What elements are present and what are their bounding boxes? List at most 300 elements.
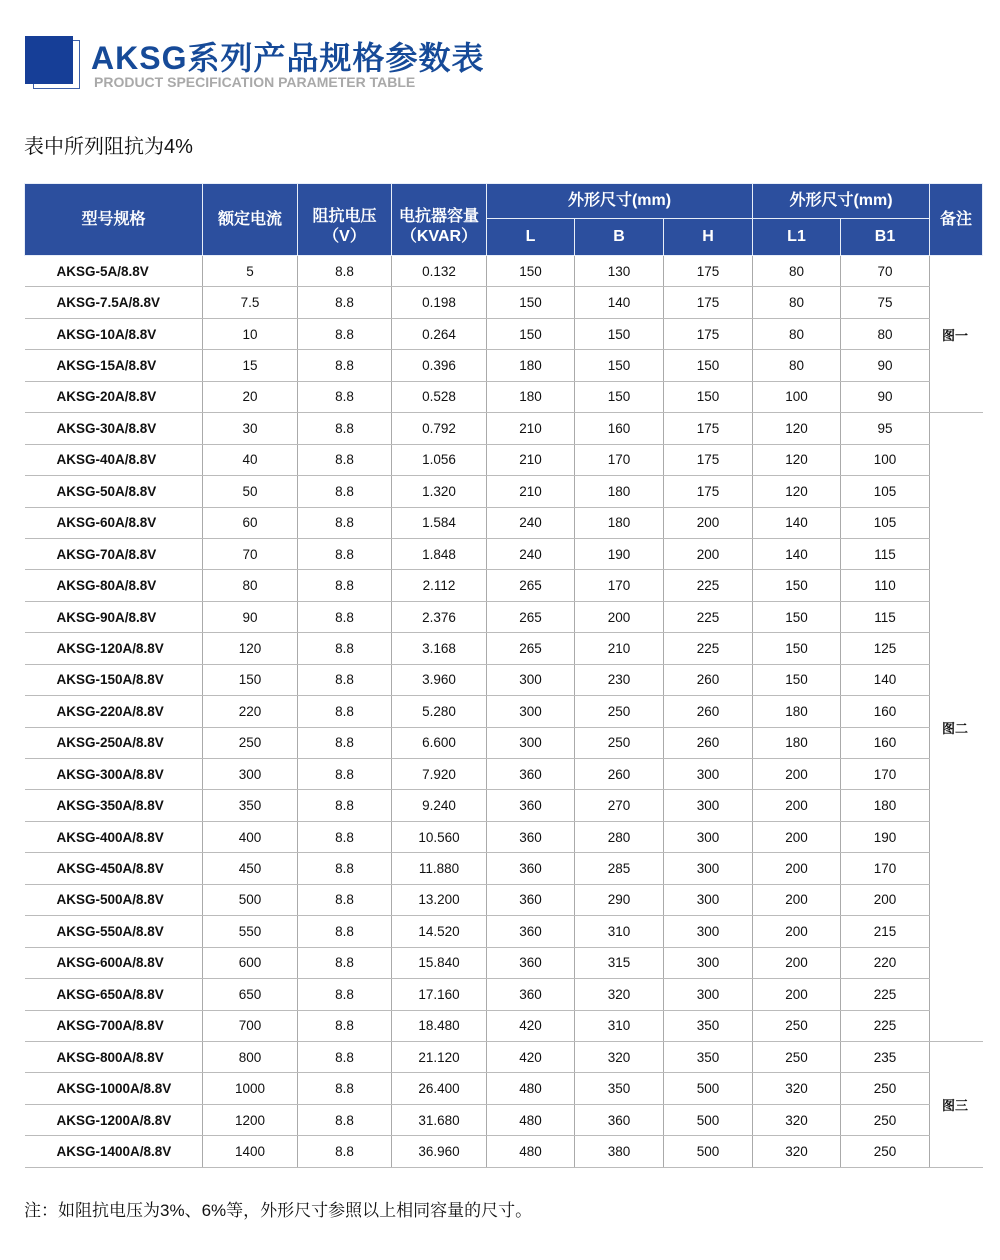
cell-L: 360: [487, 821, 575, 852]
cell-B: 140: [575, 287, 664, 318]
cell-voltage: 8.8: [298, 256, 392, 287]
cell-B1: 170: [841, 853, 930, 884]
table-row: [25, 979, 983, 1010]
cell-B: 210: [575, 633, 664, 664]
cell-model: AKSG-60A/8.8V: [25, 507, 203, 538]
cell-B: 150: [575, 381, 664, 412]
cell-L: 265: [487, 601, 575, 632]
cell-B1: 180: [841, 790, 930, 821]
cell-B: 315: [575, 947, 664, 978]
cell-B1: 200: [841, 884, 930, 915]
cell-L1: 200: [753, 979, 841, 1010]
cell-B: 285: [575, 853, 664, 884]
cell-B1: 125: [841, 633, 930, 664]
cell-voltage: 8.8: [298, 570, 392, 601]
cell-voltage: 8.8: [298, 318, 392, 349]
cell-B1: 250: [841, 1104, 930, 1135]
cell-B1: 225: [841, 979, 930, 1010]
cell-current: 220: [203, 696, 298, 727]
cell-capacity: 3.168: [392, 633, 487, 664]
cell-capacity: 31.680: [392, 1104, 487, 1135]
cell-voltage: 8.8: [298, 884, 392, 915]
cell-B1: 250: [841, 1073, 930, 1104]
cell-model: AKSG-450A/8.8V: [25, 853, 203, 884]
cell-current: 80: [203, 570, 298, 601]
cell-voltage: 8.8: [298, 790, 392, 821]
cell-B1: 90: [841, 381, 930, 412]
cell-capacity: 6.600: [392, 727, 487, 758]
cell-H: 225: [664, 601, 753, 632]
table-row: [25, 884, 983, 915]
cell-capacity: 0.528: [392, 381, 487, 412]
cell-voltage: 8.8: [298, 1136, 392, 1167]
cell-H: 500: [664, 1136, 753, 1167]
cell-L: 265: [487, 633, 575, 664]
cell-L1: 200: [753, 947, 841, 978]
header-capacity: [392, 184, 487, 256]
cell-L1: 200: [753, 853, 841, 884]
cell-B1: 75: [841, 287, 930, 318]
header-L1: L1: [753, 219, 841, 256]
cell-current: 7.5: [203, 287, 298, 318]
cell-L: 240: [487, 507, 575, 538]
cell-B1: 110: [841, 570, 930, 601]
cell-model: AKSG-30A/8.8V: [25, 413, 203, 444]
cell-H: 150: [664, 350, 753, 381]
cell-L: 150: [487, 287, 575, 318]
cell-L: 360: [487, 884, 575, 915]
table-row: [25, 413, 983, 444]
cell-L1: 250: [753, 1041, 841, 1072]
cell-B1: 95: [841, 413, 930, 444]
cell-capacity: 21.120: [392, 1041, 487, 1072]
cell-capacity: 36.960: [392, 1136, 487, 1167]
cell-model: AKSG-350A/8.8V: [25, 790, 203, 821]
cell-H: 260: [664, 696, 753, 727]
cell-capacity: 1.056: [392, 444, 487, 475]
cell-B: 190: [575, 538, 664, 569]
cell-voltage: 8.8: [298, 947, 392, 978]
page-title: AKSG系列产品规格参数表: [91, 40, 485, 76]
cell-B1: 80: [841, 318, 930, 349]
cell-B1: 225: [841, 1010, 930, 1041]
cell-model: AKSG-400A/8.8V: [25, 821, 203, 852]
cell-H: 300: [664, 759, 753, 790]
cell-L1: 80: [753, 256, 841, 287]
cell-capacity: 11.880: [392, 853, 487, 884]
cell-capacity: 15.840: [392, 947, 487, 978]
cell-capacity: 7.920: [392, 759, 487, 790]
cell-current: 40: [203, 444, 298, 475]
cell-voltage: 8.8: [298, 601, 392, 632]
header-capacity-unit: （KVAR）: [400, 227, 478, 245]
cell-voltage: 8.8: [298, 759, 392, 790]
cell-L: 420: [487, 1041, 575, 1072]
cell-model: AKSG-5A/8.8V: [25, 256, 203, 287]
cell-model: AKSG-1400A/8.8V: [25, 1136, 203, 1167]
cell-B: 260: [575, 759, 664, 790]
cell-H: 350: [664, 1010, 753, 1041]
cell-B1: 160: [841, 696, 930, 727]
header-voltage: [298, 184, 392, 256]
cell-L: 265: [487, 570, 575, 601]
cell-capacity: 1.320: [392, 476, 487, 507]
cell-H: 500: [664, 1104, 753, 1135]
table-row: [25, 633, 983, 664]
cell-L: 300: [487, 664, 575, 695]
cell-current: 350: [203, 790, 298, 821]
table-row: [25, 947, 983, 978]
cell-H: 200: [664, 538, 753, 569]
cell-B1: 190: [841, 821, 930, 852]
cell-capacity: 1.584: [392, 507, 487, 538]
cell-model: AKSG-550A/8.8V: [25, 916, 203, 947]
cell-current: 50: [203, 476, 298, 507]
cell-current: 60: [203, 507, 298, 538]
cell-L1: 140: [753, 507, 841, 538]
table-row: [25, 381, 983, 412]
header-current: 额定电流: [203, 184, 298, 256]
table-row: [25, 916, 983, 947]
header-voltage-unit: （V）: [323, 227, 366, 245]
header-B: B: [575, 219, 664, 256]
header-dimensions: 外形尺寸(mm): [487, 184, 753, 219]
cell-L1: 120: [753, 413, 841, 444]
table-row: [25, 696, 983, 727]
cell-L: 480: [487, 1104, 575, 1135]
cell-H: 300: [664, 916, 753, 947]
cell-capacity: 0.132: [392, 256, 487, 287]
cell-B1: 105: [841, 476, 930, 507]
cell-B: 320: [575, 1041, 664, 1072]
table-row: [25, 1010, 983, 1041]
cell-B1: 220: [841, 947, 930, 978]
table-row: [25, 790, 983, 821]
cell-current: 10: [203, 318, 298, 349]
cell-model: AKSG-10A/8.8V: [25, 318, 203, 349]
cell-current: 5: [203, 256, 298, 287]
table-body: [25, 256, 983, 1168]
cell-H: 225: [664, 633, 753, 664]
cell-H: 175: [664, 413, 753, 444]
cell-current: 700: [203, 1010, 298, 1041]
cell-L: 210: [487, 413, 575, 444]
cell-H: 260: [664, 727, 753, 758]
cell-capacity: 0.396: [392, 350, 487, 381]
cell-B: 320: [575, 979, 664, 1010]
cell-L: 420: [487, 1010, 575, 1041]
cell-model: AKSG-15A/8.8V: [25, 350, 203, 381]
cell-B: 180: [575, 507, 664, 538]
table-row: [25, 476, 983, 507]
footer-note: 注：如阻抗电压为3%、6%等，外形尺寸参照以上相同容量的尺寸。: [24, 1201, 533, 1220]
impedance-note: 表中所列阻抗为4%: [24, 136, 193, 158]
cell-H: 200: [664, 507, 753, 538]
table-row: [25, 1073, 983, 1104]
cell-model: AKSG-70A/8.8V: [25, 538, 203, 569]
cell-L: 300: [487, 696, 575, 727]
cell-model: AKSG-120A/8.8V: [25, 633, 203, 664]
cell-L1: 80: [753, 350, 841, 381]
header-B1: B1: [841, 219, 930, 256]
cell-B: 290: [575, 884, 664, 915]
cell-model: AKSG-90A/8.8V: [25, 601, 203, 632]
cell-model: AKSG-650A/8.8V: [25, 979, 203, 1010]
cell-voltage: 8.8: [298, 507, 392, 538]
cell-B: 270: [575, 790, 664, 821]
cell-capacity: 13.200: [392, 884, 487, 915]
cell-remark: 图二: [930, 413, 983, 1042]
cell-model: AKSG-700A/8.8V: [25, 1010, 203, 1041]
cell-H: 175: [664, 476, 753, 507]
cell-capacity: 14.520: [392, 916, 487, 947]
cell-L: 360: [487, 790, 575, 821]
cell-H: 175: [664, 256, 753, 287]
header-model: 型号规格: [25, 184, 203, 256]
cell-B: 250: [575, 696, 664, 727]
cell-B: 380: [575, 1136, 664, 1167]
cell-B1: 90: [841, 350, 930, 381]
cell-current: 300: [203, 759, 298, 790]
cell-voltage: 8.8: [298, 979, 392, 1010]
cell-model: AKSG-220A/8.8V: [25, 696, 203, 727]
cell-model: AKSG-50A/8.8V: [25, 476, 203, 507]
cell-L: 360: [487, 759, 575, 790]
cell-current: 250: [203, 727, 298, 758]
cell-current: 150: [203, 664, 298, 695]
header-remark: 备注: [930, 184, 983, 256]
table-row: [25, 759, 983, 790]
table-row: [25, 570, 983, 601]
cell-current: 70: [203, 538, 298, 569]
cell-L: 360: [487, 979, 575, 1010]
cell-voltage: 8.8: [298, 444, 392, 475]
cell-L1: 200: [753, 821, 841, 852]
cell-L1: 150: [753, 570, 841, 601]
cell-B1: 170: [841, 759, 930, 790]
cell-model: AKSG-40A/8.8V: [25, 444, 203, 475]
cell-B: 170: [575, 570, 664, 601]
cell-L1: 150: [753, 633, 841, 664]
table-row: [25, 1104, 983, 1135]
table-row: [25, 507, 983, 538]
cell-H: 300: [664, 947, 753, 978]
cell-B: 230: [575, 664, 664, 695]
header-L: L: [487, 219, 575, 256]
cell-B: 310: [575, 916, 664, 947]
header-capacity-label: 电抗器容量: [398, 207, 479, 225]
cell-H: 175: [664, 444, 753, 475]
cell-voltage: 8.8: [298, 350, 392, 381]
cell-L1: 80: [753, 287, 841, 318]
cell-current: 20: [203, 381, 298, 412]
cell-B1: 140: [841, 664, 930, 695]
cell-L1: 100: [753, 381, 841, 412]
cell-B1: 115: [841, 601, 930, 632]
cell-H: 300: [664, 853, 753, 884]
cell-B1: 100: [841, 444, 930, 475]
table-row: [25, 1041, 983, 1072]
table-row: [25, 727, 983, 758]
cell-B1: 215: [841, 916, 930, 947]
header-H: H: [664, 219, 753, 256]
cell-H: 175: [664, 318, 753, 349]
cell-B: 200: [575, 601, 664, 632]
cell-L1: 320: [753, 1104, 841, 1135]
cell-voltage: 8.8: [298, 1010, 392, 1041]
cell-H: 225: [664, 570, 753, 601]
cell-current: 800: [203, 1041, 298, 1072]
cell-voltage: 8.8: [298, 476, 392, 507]
cell-current: 650: [203, 979, 298, 1010]
cell-model: AKSG-600A/8.8V: [25, 947, 203, 978]
cell-model: AKSG-800A/8.8V: [25, 1041, 203, 1072]
cell-capacity: 9.240: [392, 790, 487, 821]
cell-H: 175: [664, 287, 753, 318]
table-row: [25, 821, 983, 852]
cell-H: 260: [664, 664, 753, 695]
cell-L1: 320: [753, 1136, 841, 1167]
cell-capacity: 5.280: [392, 696, 487, 727]
cell-capacity: 0.198: [392, 287, 487, 318]
table-row: [25, 853, 983, 884]
table-row: [25, 444, 983, 475]
page-subtitle: PRODUCT SPECIFICATION PARAMETER TABLE: [94, 74, 416, 90]
table-row: [25, 318, 983, 349]
cell-L1: 320: [753, 1073, 841, 1104]
spec-table: [24, 183, 983, 1168]
cell-voltage: 8.8: [298, 853, 392, 884]
cell-L1: 80: [753, 318, 841, 349]
cell-B: 150: [575, 350, 664, 381]
cell-B1: 160: [841, 727, 930, 758]
cell-remark: 图一: [930, 256, 983, 413]
cell-L: 180: [487, 381, 575, 412]
cell-L: 480: [487, 1136, 575, 1167]
cell-B: 160: [575, 413, 664, 444]
cell-current: 1200: [203, 1104, 298, 1135]
cell-H: 300: [664, 821, 753, 852]
cell-voltage: 8.8: [298, 287, 392, 318]
cell-capacity: 26.400: [392, 1073, 487, 1104]
cell-B: 180: [575, 476, 664, 507]
cell-voltage: 8.8: [298, 413, 392, 444]
cell-L1: 200: [753, 759, 841, 790]
cell-voltage: 8.8: [298, 381, 392, 412]
cell-voltage: 8.8: [298, 1041, 392, 1072]
cell-capacity: 3.960: [392, 664, 487, 695]
table-row: [25, 350, 983, 381]
cell-L: 150: [487, 256, 575, 287]
cell-model: AKSG-80A/8.8V: [25, 570, 203, 601]
cell-L: 210: [487, 444, 575, 475]
header-voltage-label: 阻抗电压: [312, 207, 377, 225]
cell-B1: 250: [841, 1136, 930, 1167]
cell-voltage: 8.8: [298, 1104, 392, 1135]
cell-model: AKSG-20A/8.8V: [25, 381, 203, 412]
cell-L: 360: [487, 916, 575, 947]
cell-L: 480: [487, 1073, 575, 1104]
cell-current: 400: [203, 821, 298, 852]
cell-voltage: 8.8: [298, 664, 392, 695]
cell-model: AKSG-300A/8.8V: [25, 759, 203, 790]
cell-voltage: 8.8: [298, 727, 392, 758]
cell-B1: 115: [841, 538, 930, 569]
cell-capacity: 2.112: [392, 570, 487, 601]
cell-voltage: 8.8: [298, 821, 392, 852]
cell-B1: 70: [841, 256, 930, 287]
cell-L1: 200: [753, 916, 841, 947]
header-mount-dimensions: 外形尺寸(mm): [753, 184, 930, 219]
table-row: [25, 601, 983, 632]
cell-model: AKSG-1200A/8.8V: [25, 1104, 203, 1135]
cell-L: 360: [487, 853, 575, 884]
cell-voltage: 8.8: [298, 633, 392, 664]
cell-model: AKSG-1000A/8.8V: [25, 1073, 203, 1104]
cell-L1: 200: [753, 790, 841, 821]
cell-L1: 120: [753, 444, 841, 475]
cell-B: 360: [575, 1104, 664, 1135]
cell-current: 90: [203, 601, 298, 632]
cell-voltage: 8.8: [298, 696, 392, 727]
cell-L: 360: [487, 947, 575, 978]
cell-B: 310: [575, 1010, 664, 1041]
cell-B: 170: [575, 444, 664, 475]
cell-current: 30: [203, 413, 298, 444]
cell-L: 300: [487, 727, 575, 758]
cell-current: 1400: [203, 1136, 298, 1167]
cell-capacity: 2.376: [392, 601, 487, 632]
cell-current: 1000: [203, 1073, 298, 1104]
cell-L: 240: [487, 538, 575, 569]
table-row: [25, 287, 983, 318]
cell-current: 15: [203, 350, 298, 381]
cell-current: 500: [203, 884, 298, 915]
cell-L1: 120: [753, 476, 841, 507]
cell-capacity: 0.792: [392, 413, 487, 444]
cell-H: 300: [664, 790, 753, 821]
cell-L: 180: [487, 350, 575, 381]
cell-B: 250: [575, 727, 664, 758]
cell-current: 120: [203, 633, 298, 664]
cell-model: AKSG-250A/8.8V: [25, 727, 203, 758]
cell-B: 130: [575, 256, 664, 287]
cell-B: 280: [575, 821, 664, 852]
cell-B1: 235: [841, 1041, 930, 1072]
cell-B: 350: [575, 1073, 664, 1104]
cell-H: 300: [664, 884, 753, 915]
cell-capacity: 17.160: [392, 979, 487, 1010]
cell-current: 550: [203, 916, 298, 947]
cell-H: 150: [664, 381, 753, 412]
cell-capacity: 0.264: [392, 318, 487, 349]
cell-capacity: 18.480: [392, 1010, 487, 1041]
cell-current: 450: [203, 853, 298, 884]
cell-current: 600: [203, 947, 298, 978]
cell-voltage: 8.8: [298, 538, 392, 569]
cell-B: 150: [575, 318, 664, 349]
cell-voltage: 8.8: [298, 1073, 392, 1104]
cell-L1: 180: [753, 696, 841, 727]
cell-model: AKSG-500A/8.8V: [25, 884, 203, 915]
cell-L: 210: [487, 476, 575, 507]
table-row: [25, 256, 983, 287]
cell-L1: 200: [753, 884, 841, 915]
cell-model: AKSG-7.5A/8.8V: [25, 287, 203, 318]
cell-L1: 150: [753, 664, 841, 695]
cell-H: 500: [664, 1073, 753, 1104]
cell-L: 150: [487, 318, 575, 349]
